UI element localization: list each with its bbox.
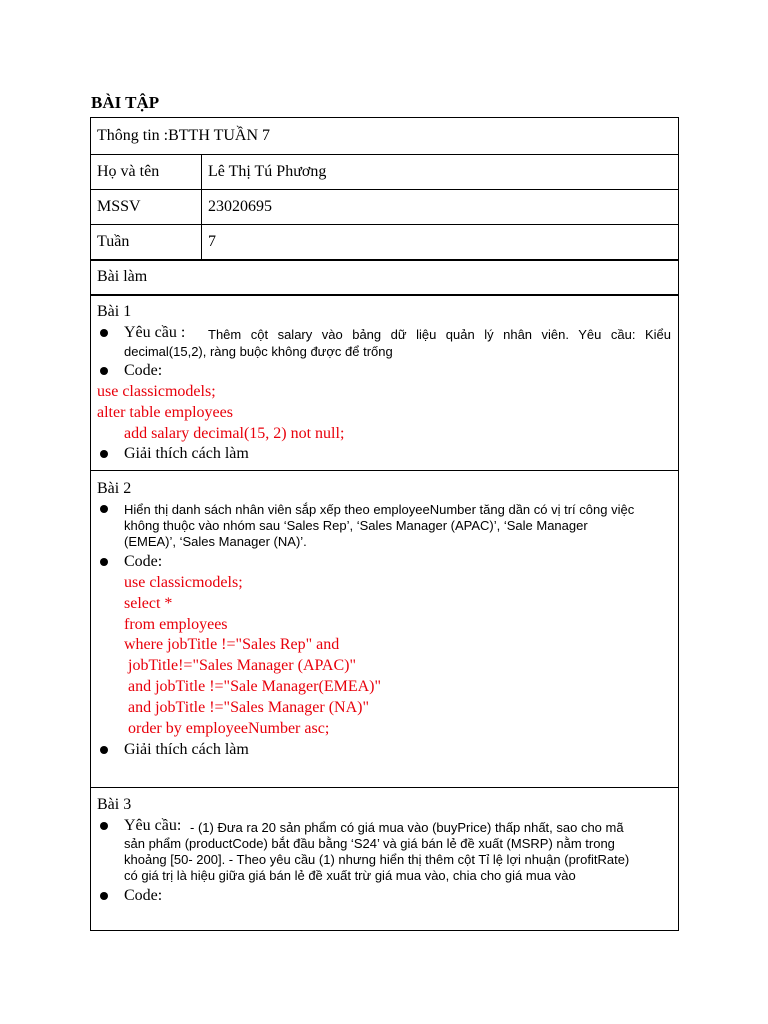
bai1-heading: Bài 1 (97, 303, 132, 320)
bullet-icon (100, 450, 108, 458)
student-id-label: MSSV (97, 198, 141, 215)
bullet-icon (100, 329, 108, 337)
section-divider (90, 787, 679, 788)
bullet-icon (100, 822, 108, 830)
info-header: Thông tin :BTTH TUẦN 7 (97, 127, 271, 144)
bai1-req-line2: decimal(15,2), ràng buộc không được để trống (124, 344, 393, 359)
bai3-req-line: sản phẩm (productCode) bắt đầu bằng ‘S24’ và giá bán lẻ đề xuất (MSRP) nằm trong (124, 836, 615, 851)
bai2-code-line: and jobTitle !="Sales Manager (NA)" (124, 699, 370, 716)
bai2-code-line: from employees (124, 616, 228, 633)
section-divider (90, 470, 679, 471)
name-value: Lê Thị Tú Phương (208, 163, 327, 180)
work-header-border (90, 294, 679, 296)
bai2-code-line: where jobTitle !="Sales Rep" and (124, 636, 340, 653)
page-title: BÀI TẬP (91, 93, 160, 112)
column-divider (201, 155, 202, 260)
bai2-heading: Bài 2 (97, 480, 132, 497)
bai2-code-line: use classicmodels; (124, 574, 243, 591)
bai3-heading: Bài 3 (97, 796, 132, 813)
bullet-icon (100, 505, 108, 513)
bai3-req-label: Yêu cầu: (124, 817, 182, 834)
bai1-explain: Giải thích cách làm (124, 445, 249, 462)
bai3-req-line: khoảng [50- 200]. - Theo yêu cầu (1) nhưng hiển thị thêm cột Tỉ lệ lợi nhuận (profitRate) (124, 852, 630, 867)
bai2-req-line: (EMEA)’, ‘Sales Manager (NA)’. (124, 534, 307, 549)
row-divider (90, 224, 679, 225)
bai2-code-line: and jobTitle !="Sale Manager(EMEA)" (124, 678, 381, 695)
bai1-code-line: alter table employees (97, 404, 233, 421)
bai1-code-label: Code: (124, 362, 163, 379)
bai2-code-line: jobTitle!="Sales Manager (APAC)" (124, 657, 357, 674)
bullet-icon (100, 558, 108, 566)
bai2-req-line: Hiển thị danh sách nhân viên sắp xếp theo employeeNumber tăng dần có vị trí công việc (124, 502, 635, 517)
row-divider (90, 189, 679, 190)
bai2-code-line: select * (124, 595, 173, 612)
work-header: Bài làm (97, 268, 148, 285)
bai1-code-line: add salary decimal(15, 2) not null; (124, 425, 345, 442)
week-value: 7 (208, 233, 216, 250)
week-label: Tuần (97, 233, 130, 250)
bai2-explain: Giải thích cách làm (124, 741, 249, 758)
info-header-border (90, 154, 679, 155)
bai2-req-line: không thuộc vào nhóm sau ‘Sales Rep’, ‘Sales Manager (APAC)’, ‘Sale Manager (124, 518, 588, 533)
bai3-req-line1: - (1) Đưa ra 20 sản phẩm có giá mua vào (buyPrice) thấp nhất, sao cho mã (190, 820, 624, 835)
name-label: Họ và tên (97, 163, 160, 180)
bai3-code-label: Code: (124, 887, 163, 904)
bai1-req-label: Yêu cầu : (124, 324, 186, 341)
student-id-value: 23020695 (208, 198, 272, 215)
bai2-code-line: order by employeeNumber asc; (124, 720, 330, 737)
bai3-req-line: có giá trị là hiệu giữa giá bán lẻ đề xuất trừ giá mua vào, chia cho giá mua vào (124, 868, 576, 883)
bullet-icon (100, 892, 108, 900)
bullet-icon (100, 746, 108, 754)
bai1-code-line: use classicmodels; (97, 383, 216, 400)
bai2-code-label: Code: (124, 553, 163, 570)
bullet-icon (100, 367, 108, 375)
bai1-req-line1: Thêm cột salary vào bảng dữ liệu quản lý nhân viên. Yêu cầu: Kiểu (208, 327, 671, 342)
